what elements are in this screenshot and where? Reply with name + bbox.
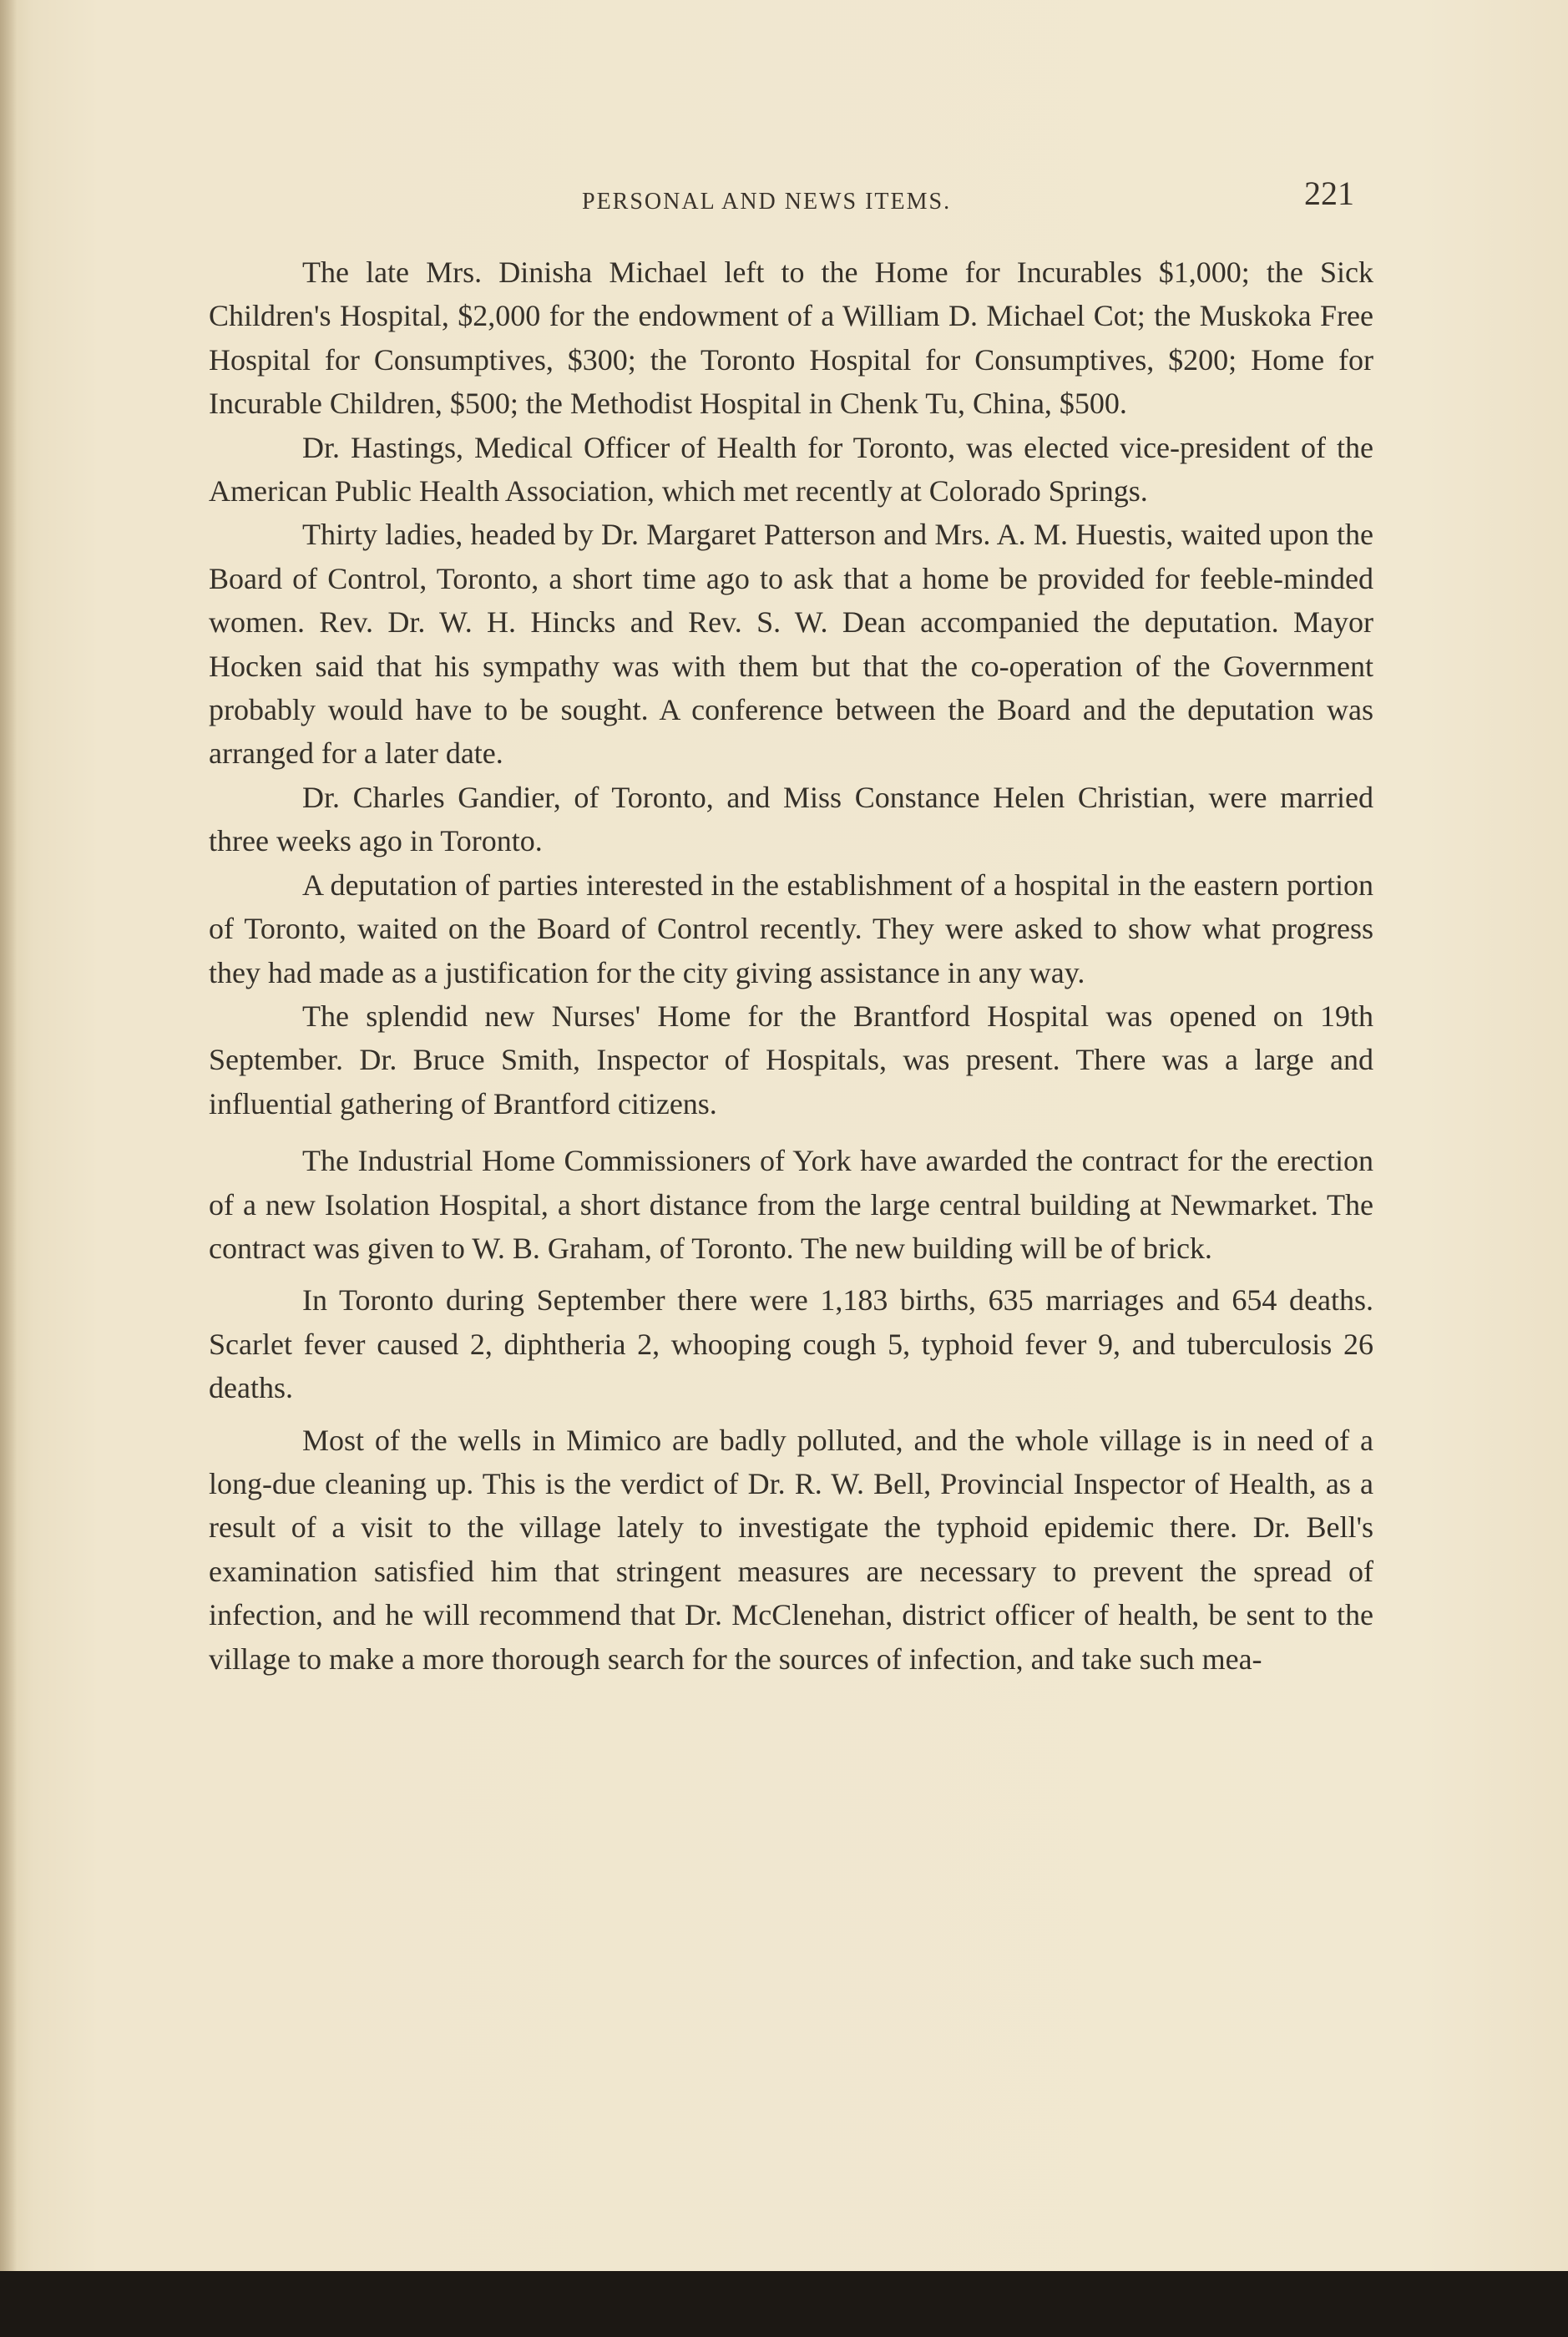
news-item-feeble-minded-home: Thirty ladies, headed by Dr. Margaret Patterson and Mrs. A. M. Huestis, waited upon the Board of Control, Toronto, a short time ago to ask that a home be provided for feeble-minded women. Rev. Dr. W. H. Hincks and Rev. S. W. Dean accompanied the deputation. Mayor Hocken said that his sympathy was with them but that the co-operation of the Government probably would have to be sought. A conference between the Board and the deputation was arranged for a later date. — [209, 518, 1373, 771]
news-item-brantford-nurses-home: The splendid new Nurses' Home for the Brantford Hospital was opened on 19th September. Dr. Bruce Smith, Inspector of Hospitals, was present. There was a large and influential gathering of Brantford citizens. — [209, 999, 1373, 1120]
running-title: PERSONAL AND NEWS ITEMS. — [582, 189, 952, 215]
page-bottom-edge — [0, 2271, 1568, 2337]
news-item-toronto-vital-stats: In Toronto during September there were 1,183 births, 635 marriages and 654 deaths. Scarlet fever caused 2, diphtheria 2, whooping cough 5, typhoid fever 9, and tuberculosis 26 deaths. — [209, 1283, 1373, 1405]
text-column — [209, 250, 1373, 1681]
news-item-mimico-wells: Most of the wells in Mimico are badly polluted, and the whole village is in need of a long-due cleaning up. This is the verdict of Dr. R. W. Bell, Provincial Inspector of Health, as a result of a visit to the village lately to investigate the typhoid epidemic there. Dr. Bell's examination satisfied him that stringent measures are necessary to prevent the spread of infection, and he will recommend that Dr. McClenehan, district officer of health, be sent to the village to make a more thorough search for the sources of infection, and take such mea- — [209, 1423, 1373, 1676]
news-item-isolation-hospital: The Industrial Home Commissioners of York have awarded the contract for the erection of a new Isolation Hospital, a short distance from the large central building at Newmarket. The contract was given to W. B. Graham, of Toronto. The new building will be of brick. — [209, 1144, 1373, 1265]
running-head — [301, 174, 1354, 224]
news-item-michael-bequest: The late Mrs. Dinisha Michael left to the Home for Incurables $1,000; the Sick Children's Hospital, $2,000 for the endowment of a William D. Michael Cot; the Muskoka Free Hospital for Consumptives, $300; the Toronto Hospital for Consumptives, $200; Home for Incurable Children, $500; the Methodist Hospital in Chenk Tu, China, $500. — [209, 255, 1373, 421]
page-number: 221 — [1304, 175, 1354, 212]
news-item-eastern-hospital: A deputation of parties interested in the establishment of a hospital in the eastern portion of Toronto, waited on the Board of Control recently. They were asked to show what progress they had made as a justification for the city giving assistance in any way. — [209, 868, 1373, 989]
news-item-gandier-marriage: Dr. Charles Gandier, of Toronto, and Miss Constance Helen Christian, were married three weeks ago in Toronto. — [209, 780, 1373, 858]
page-spine-shadow — [0, 0, 17, 2304]
news-item-hastings-election: Dr. Hastings, Medical Officer of Health for Toronto, was elected vice-president of the American Public Health Association, which met recently at Colorado Springs. — [209, 430, 1373, 508]
